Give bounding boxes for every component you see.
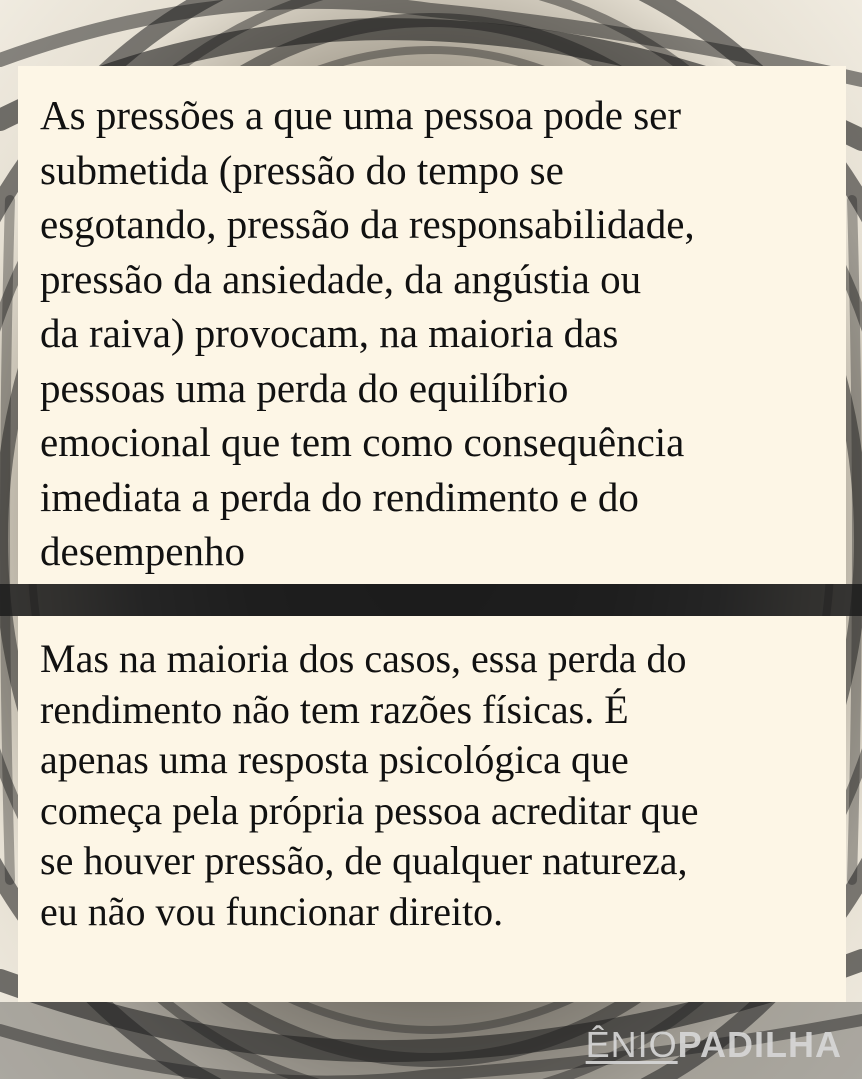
text-card-1 <box>18 66 846 584</box>
paragraph-first: As pressões a que uma pessoa pode ser submetida (pressão do tempo se esgotando, pressão da responsabilidade, pressão da ansiedade, da angústia ou da raiva) provocam, na maioria das pessoas uma perda do equilíbrio emocional que tem como consequência imediata a perda do rendimento e do desempenho <box>40 92 695 574</box>
logo-first-name: ÊNIO <box>585 1024 678 1065</box>
brand-logo <box>586 1022 842 1066</box>
logo-last-name: PADILHA <box>677 1024 842 1065</box>
paragraph-second: Mas na maioria dos casos, essa perda do rendimento não tem razões físicas. É apenas uma resposta psicológica que começa pela própria pessoa acreditar que se houver pressão, de qualquer natureza, eu não vou funcionar direito. <box>40 636 699 934</box>
text-card-2 <box>18 616 846 1002</box>
